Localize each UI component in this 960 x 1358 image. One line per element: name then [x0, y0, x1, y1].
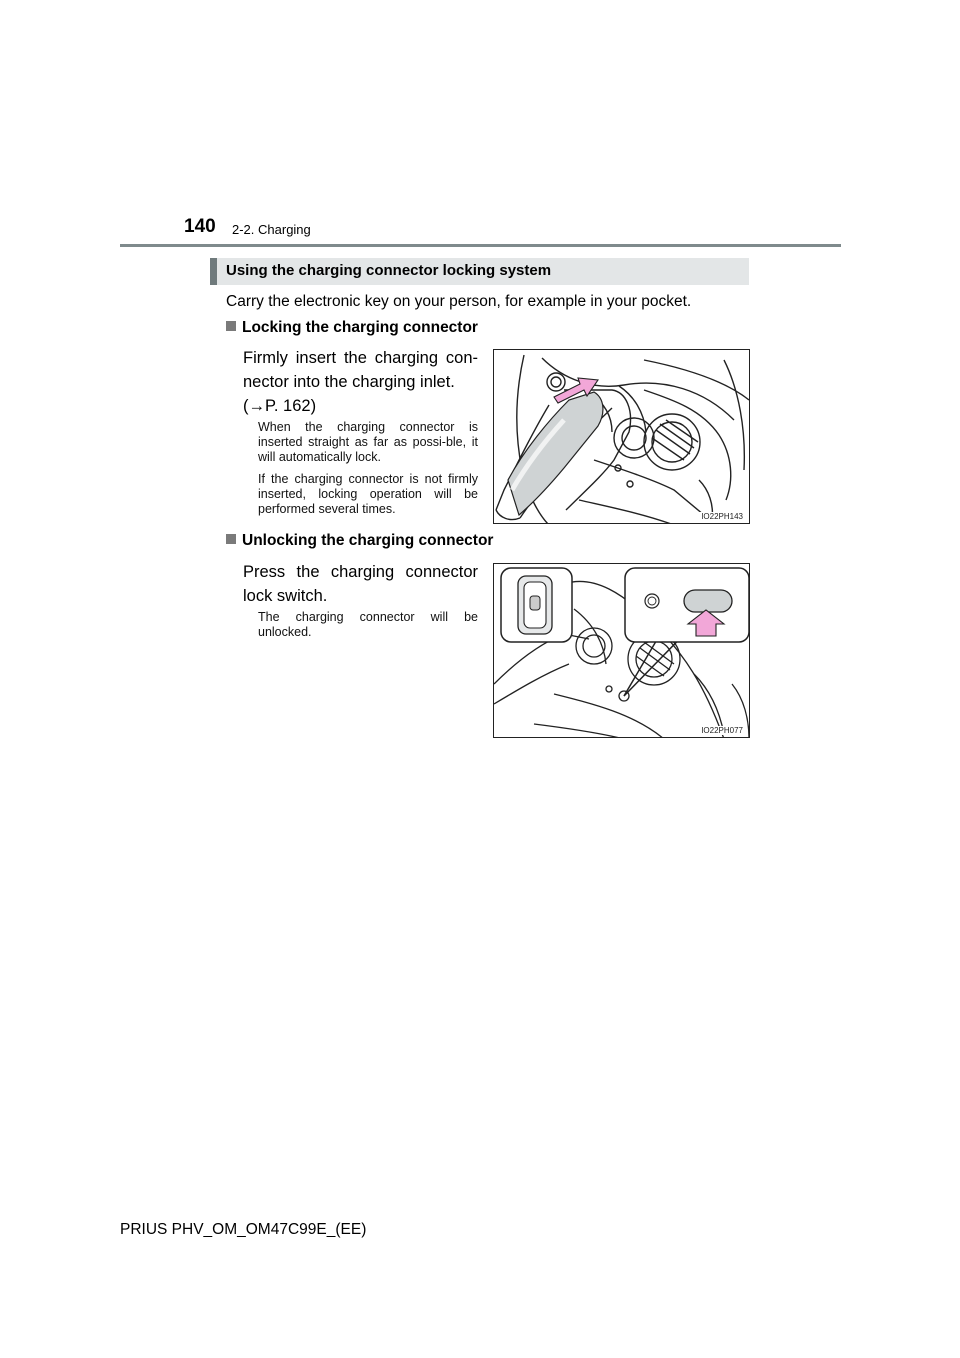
intro-text: Carry the electronic key on your person, for example in your pocket. [226, 293, 692, 310]
locking-step [243, 346, 478, 418]
unlocking-heading-text: Unlocking the charging connector [242, 532, 494, 549]
locking-heading [226, 319, 478, 337]
page-number: 140 [184, 216, 216, 237]
subsection-title: Using the charging connector locking system [226, 262, 552, 279]
unlocking-step-text: Press the charging connector lock switch. [243, 563, 478, 605]
bullet-square-icon [226, 534, 236, 544]
subsection-header [210, 258, 749, 285]
unlocking-step [243, 560, 478, 608]
locking-note-2: If the charging connector is not firmly inserted, locking operation will be performed several times. [258, 472, 478, 516]
locking-heading-text: Locking the charging connector [242, 319, 478, 336]
subsection-accent [210, 258, 217, 285]
figure-code: IO22PH143 [701, 512, 743, 521]
bullet-square-icon [226, 321, 236, 331]
unlocking-figure [493, 563, 750, 738]
unlocking-note-1: The charging connector will be unlocked. [258, 610, 478, 639]
locking-note-1: When the charging connector is inserted straight as far as possi-ble, it will automatically lock. [258, 420, 478, 464]
figure-code: IO22PH077 [701, 726, 743, 735]
section-title: 2-2. Charging [232, 222, 311, 237]
page-reference-link[interactable]: (→P. 162) [243, 397, 317, 415]
unlocking-heading [226, 532, 493, 550]
locking-step-text: Firmly insert the charging con-nector into the charging inlet. [243, 349, 478, 391]
lock-switch-illustration [494, 564, 750, 738]
locking-figure [493, 349, 750, 524]
header-rule [120, 244, 841, 247]
document-code: PRIUS PHV_OM_OM47C99E_(EE) [120, 1221, 367, 1238]
connector-insert-illustration [494, 350, 750, 524]
